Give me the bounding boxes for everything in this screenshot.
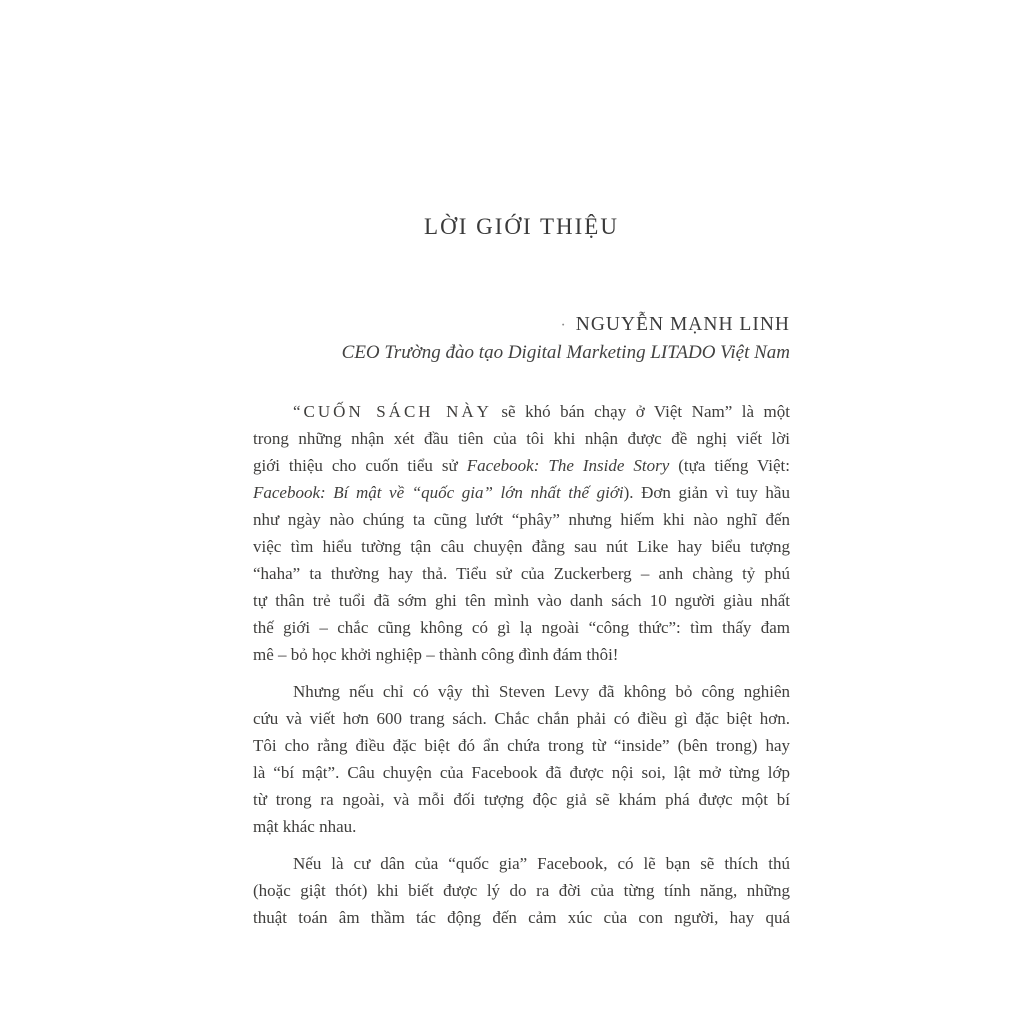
text-run: Nếu là cư dân của “quốc gia” Facebook, có lẽ bạn sẽ thích thú <box>293 854 790 873</box>
body-line <box>253 398 790 425</box>
text-run: (hoặc giật thót) khi biết được lý do ra đời của từng tính năng, những <box>253 881 790 900</box>
paragraph <box>253 850 790 931</box>
body-text <box>253 398 790 931</box>
text-run: việc tìm hiểu tường tận câu chuyện đằng sau nút Like hay biểu tượng <box>253 537 790 556</box>
text-run: “CUỐN SÁCH NÀY <box>293 402 492 421</box>
body-line <box>253 641 790 668</box>
body-line <box>253 813 790 840</box>
body-line <box>253 786 790 813</box>
text-run: là “bí mật”. Câu chuyện của Facebook đã được nội soi, lật mở từng lớp <box>253 763 790 782</box>
body-line <box>253 850 790 877</box>
text-run: tự thân trẻ tuổi đã sớm ghi tên mình vào danh sách 10 người giàu nhất <box>253 591 790 610</box>
text-run: Nhưng nếu chỉ có vậy thì Steven Levy đã không bỏ công nghiên <box>293 682 790 701</box>
paragraph <box>253 678 790 840</box>
body-line <box>253 904 790 931</box>
byline-author <box>203 312 790 338</box>
byline-author-name: NGUYỄN MẠNH LINH <box>575 314 790 335</box>
text-run: ). Đơn giản vì tuy hầu <box>623 483 790 502</box>
body-line <box>253 705 790 732</box>
text-run: thuật toán âm thầm tác động đến cảm xúc của con người, hay quá <box>253 908 790 927</box>
body-line <box>253 506 790 533</box>
text-run: (tựa tiếng Việt: <box>669 456 790 475</box>
text-run: giới thiệu cho cuốn tiểu sử <box>253 456 467 475</box>
body-line <box>253 732 790 759</box>
body-line <box>253 425 790 452</box>
body-line <box>253 614 790 641</box>
body-line <box>253 479 790 506</box>
text-run: thế giới – chắc cũng không có gì lạ ngoài “công thức”: tìm thấy đam <box>253 618 790 637</box>
text-run: trong những nhận xét đầu tiên của tôi khi nhận được đề nghị viết lời <box>253 429 790 448</box>
body-line <box>253 452 790 479</box>
body-line <box>253 560 790 587</box>
text-run: “haha” ta thường hay thả. Tiểu sử của Zuckerberg – anh chàng tỷ phú <box>253 564 790 583</box>
italic-text-run: Facebook: Bí mật về “quốc gia” lớn nhất thế giới <box>253 483 624 502</box>
text-run: từ trong ra ngoài, và mỗi đối tượng độc giả sẽ khám phá được một bí <box>253 790 790 809</box>
byline-author-role: CEO Trường đào tạo Digital Marketing LITADO Việt Nam <box>341 342 790 363</box>
body-line <box>253 759 790 786</box>
paragraph <box>253 398 790 668</box>
byline-dot: · <box>560 317 567 334</box>
text-run: Tôi cho rằng điều đặc biệt đó ẩn chứa trong từ “inside” (bên trong) hay <box>253 736 790 755</box>
text-run: mê – bỏ học khởi nghiệp – thành công đình đám thôi! <box>253 645 619 664</box>
text-run: như ngày nào chúng ta cũng lướt “phây” nhưng hiếm khi nào nghĩ đến <box>253 510 790 529</box>
text-run: sẽ khó bán chạy ở Việt Nam” là một <box>491 402 790 421</box>
body-line <box>253 678 790 705</box>
page-title: LỜI GIỚI THIỆU <box>424 214 619 239</box>
text-run: cứu và viết hơn 600 trang sách. Chắc chắn phải có điều gì đặc biệt hơn. <box>253 709 790 728</box>
body-line <box>253 587 790 614</box>
body-line <box>253 533 790 560</box>
byline <box>203 312 790 365</box>
italic-text-run: Facebook: The Inside Story <box>466 456 670 475</box>
text-run: mật khác nhau. <box>253 817 357 836</box>
body-line <box>253 877 790 904</box>
